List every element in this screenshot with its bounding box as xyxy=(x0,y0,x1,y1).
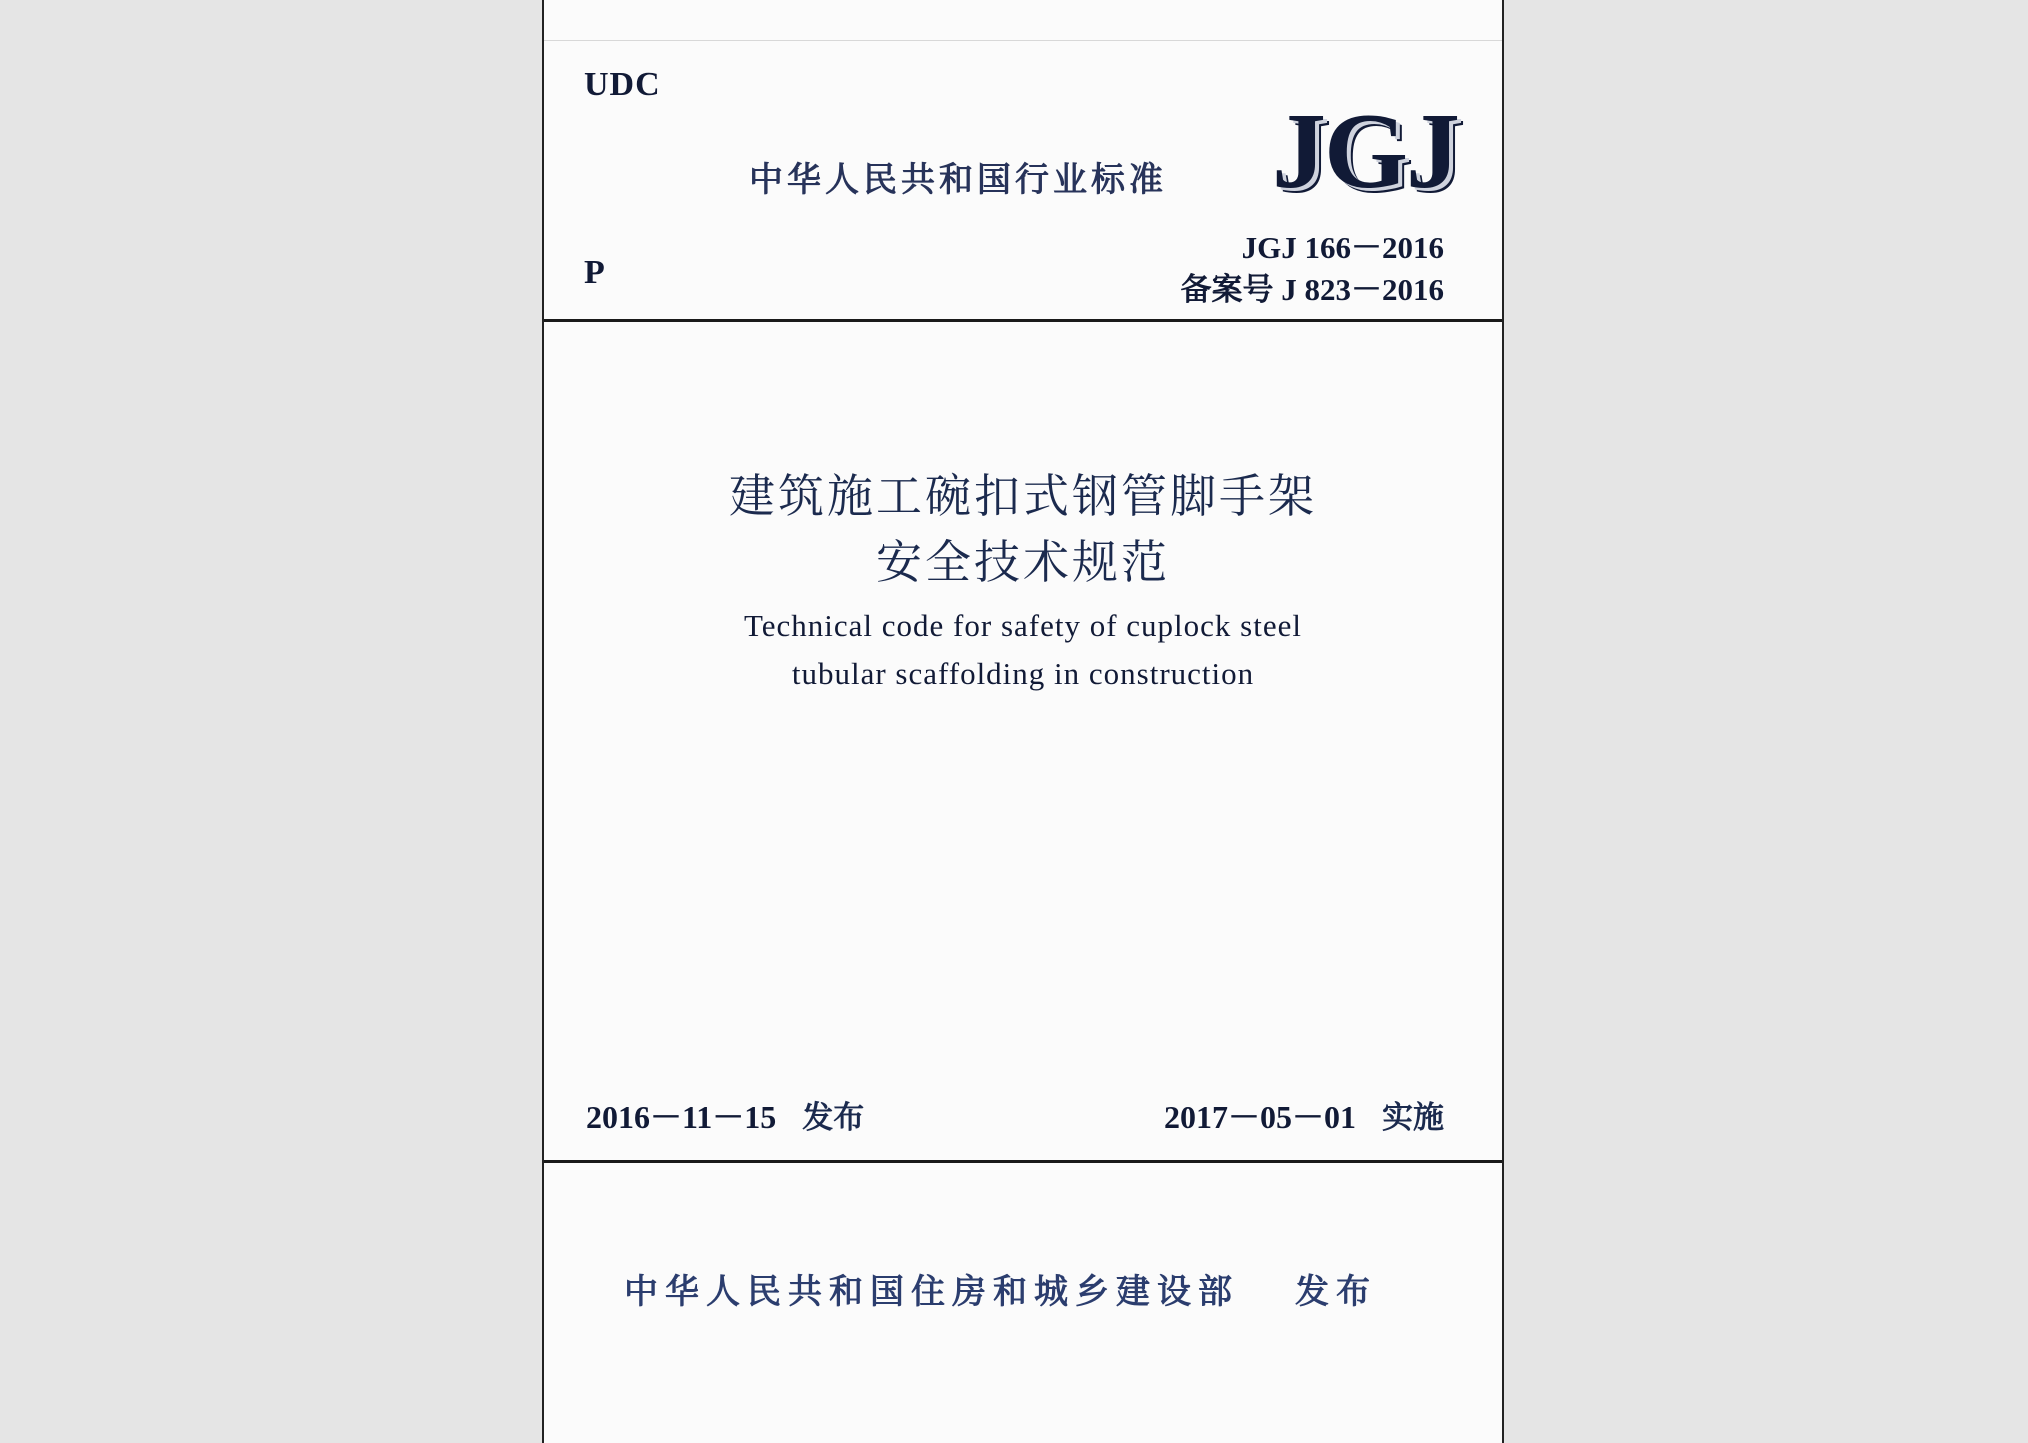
issue-date-block xyxy=(586,1092,864,1138)
cover-page xyxy=(542,0,1504,1443)
publisher-action: 发布 xyxy=(1295,1272,1377,1312)
scan-artifact-line xyxy=(544,40,1502,41)
effective-date-block xyxy=(1164,1092,1444,1138)
top-divider xyxy=(544,319,1502,322)
filing-number: 备案号 J 823－2016 xyxy=(1180,272,1444,307)
udc-label: UDC xyxy=(584,66,661,103)
standard-code: JGJ 166－2016 xyxy=(1241,230,1444,265)
effective-date: 2017－05－01 xyxy=(1163,1099,1356,1135)
effective-label: 实施 xyxy=(1382,1100,1444,1136)
title-cn-line1: 建筑施工碗扣式钢管脚手架 xyxy=(729,469,1317,523)
title-en-line2: tubular scaffolding in construction xyxy=(791,656,1255,691)
title-cn-line2: 安全技术规范 xyxy=(876,535,1170,589)
publisher-name: 中华人民共和国住房和城乡建设部 xyxy=(624,1272,1239,1312)
classification-label: P xyxy=(584,254,605,291)
bottom-divider xyxy=(544,1160,1502,1163)
title-en-line1: Technical code for safety of cuplock steel xyxy=(744,608,1302,643)
publisher-line xyxy=(624,1264,1377,1313)
jgj-logo: JGJ xyxy=(1272,92,1459,211)
issue-date: 2016－11－15 xyxy=(586,1099,777,1135)
issue-label: 发布 xyxy=(802,1100,865,1136)
org-name: 中华人民共和国行业标准 xyxy=(749,160,1167,200)
